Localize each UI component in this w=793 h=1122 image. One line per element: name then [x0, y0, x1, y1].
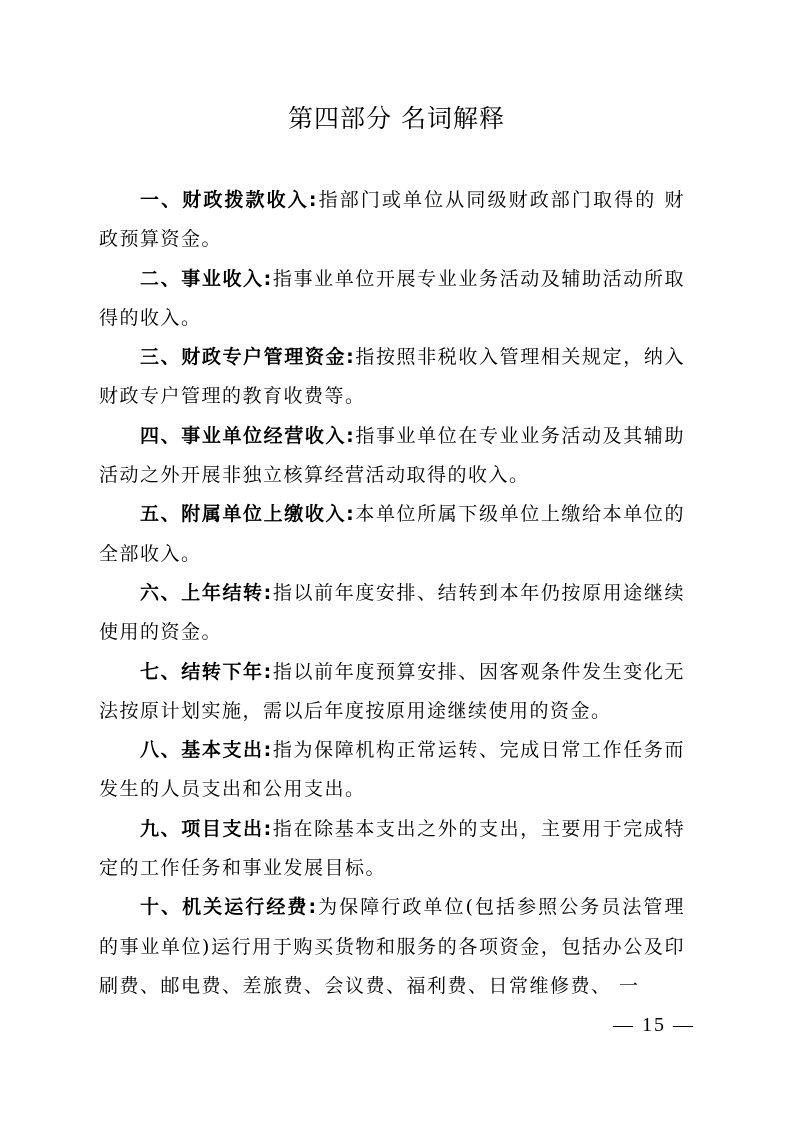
- glossary-description: 为保障行政单位(包括参照公务员法管理的事业单位)运行用于购买货物和服务的各项资金，包括办公及印刷费、邮电费、差旅费、会议费、福利费、日常维修费、 一: [99, 896, 685, 997]
- glossary-term: 八、基本支出:: [140, 739, 273, 762]
- glossary-item: [99, 653, 685, 732]
- page-title: 第四部分 名词解释: [288, 104, 505, 133]
- glossary-term: 四、事业单位经营收入:: [140, 424, 356, 447]
- glossary-term: 二、事业收入:: [140, 267, 273, 290]
- glossary-item: [99, 731, 685, 810]
- glossary-term: 五、附属单位上缴收入:: [140, 503, 356, 526]
- page-number: — 15 —: [613, 1014, 695, 1036]
- glossary-item: [99, 888, 685, 1006]
- glossary-description: 指事业单位开展专业业务活动及辅助活动所取得的收入。: [99, 267, 685, 329]
- glossary-content: [99, 181, 685, 1006]
- glossary-term: 七、结转下年:: [140, 660, 273, 683]
- glossary-item: [99, 417, 685, 496]
- glossary-term: 十、机关运行经费:: [140, 896, 318, 919]
- glossary-term: 九、项目支出:: [140, 817, 273, 840]
- glossary-description: 指在除基本支出之外的支出，主要用于完成特定的工作任务和事业发展目标。: [99, 817, 685, 880]
- glossary-item: [99, 181, 685, 260]
- glossary-description: 指部门或单位从同级财政部门取得的 财政预算资金。: [99, 189, 685, 251]
- glossary-item: [99, 810, 685, 889]
- glossary-item: [99, 574, 685, 653]
- glossary-item: [99, 260, 685, 339]
- glossary-item: [99, 495, 685, 574]
- glossary-description: 指为保障机构正常运转、完成日常工作任务而发生的人员支出和公用支出。: [99, 739, 685, 801]
- glossary-description: 指按照非税收入管理相关规定，纳入财政专户管理的教育收费等。: [99, 346, 685, 408]
- glossary-term: 六、上年结转:: [140, 581, 273, 604]
- glossary-description: 指以前年度预算安排、因客观条件发生变化无法按原计划实施，需以后年度按原用途继续使用的资金。: [99, 660, 685, 722]
- glossary-description: 本单位所属下级单位上缴给本单位的全部收入。: [99, 503, 685, 565]
- glossary-item: [99, 338, 685, 417]
- glossary-term: 一、财政拨款收入:: [140, 189, 318, 211]
- glossary-description: 指事业单位在专业业务活动及其辅助活动之外开展非独立核算经营活动取得的收入。: [99, 424, 685, 487]
- glossary-term: 三、财政专户管理资金:: [140, 346, 356, 369]
- glossary-description: 指以前年度安排、结转到本年仍按原用途继续使用的资金。: [99, 581, 685, 644]
